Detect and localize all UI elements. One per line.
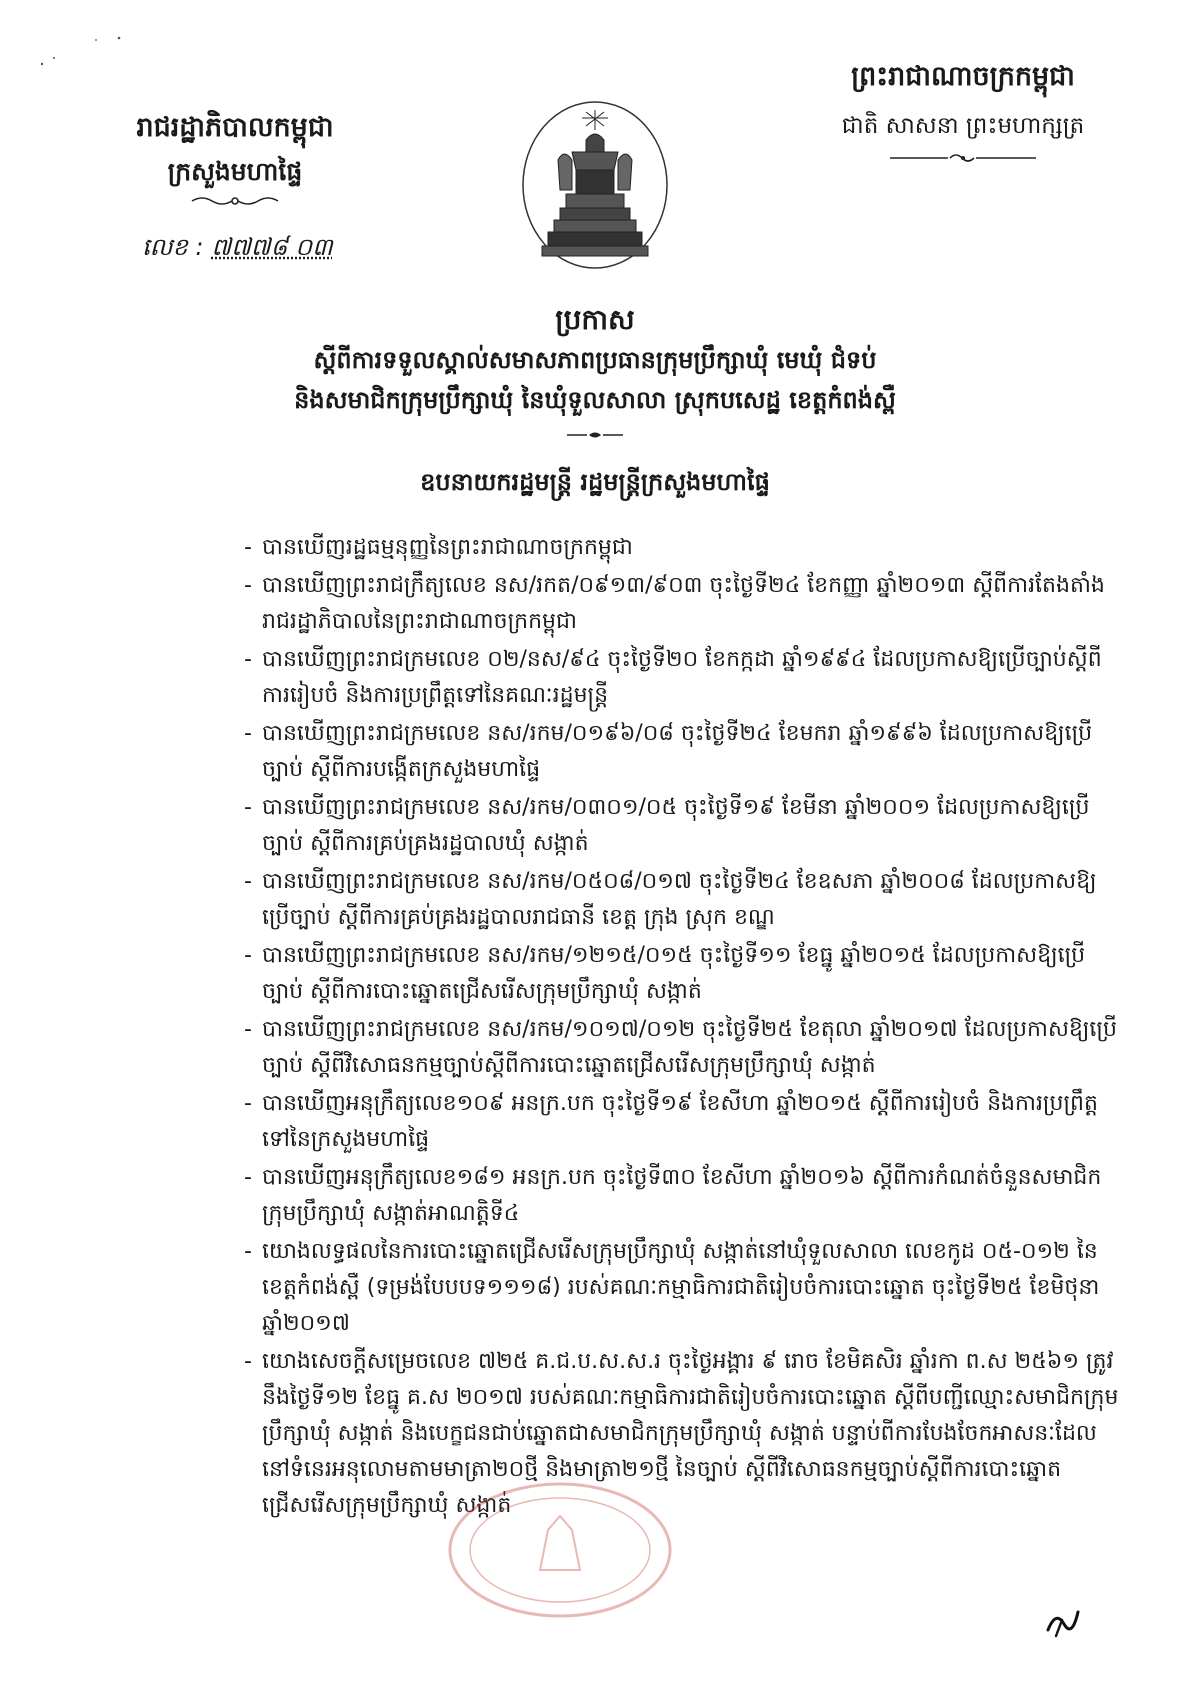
reference-list bbox=[244, 530, 1124, 1526]
list-item: - យោងលទ្ធផលនៃការបោះឆ្នោតជ្រើសរើសក្រុមប្រឹក្សាឃុំ សង្កាត់នៅឃុំទួលសាលា លេខកូដ ០៥-០១២ នៃខេត្តកំពង់ស្ពឺ (ទម្រង់បែបបទ១១១៨) របស់គណៈកម្មាធិការជាតិរៀបចំការបោះឆ្នោត ចុះថ្ងៃទី២៥ ខែមិថុនា ឆ្នាំ២០១៧ bbox=[244, 1239, 1100, 1336]
reference-text: បានឃើញព្រះរាជក្រមលេខ នស/រកម/០៣០១/០៥ ចុះថ្ងៃទី១៩ ខែមីនា ឆ្នាំ២០០១ ដែលប្រកាសឱ្យប្រើច្បាប់ ស្តីពីការគ្រប់គ្រងរដ្ឋបាលឃុំ សង្កាត់ bbox=[262, 795, 1090, 856]
list-item: - បានឃើញអនុក្រឹត្យលេខ១៨១ អនក្រ.បក ចុះថ្ងៃទី៣០ ខែសីហា ឆ្នាំ២០១៦ ស្តីពីការកំណត់ចំនួនសមាជិកក្រុមប្រឹក្សាឃុំ សង្កាត់អាណត្តិទី៤ bbox=[244, 1165, 1102, 1226]
document-type: ប្រកាស bbox=[555, 303, 635, 336]
reference-text: បានឃើញព្រះរាជក្រមលេខ ០២/នស/៩៤ ចុះថ្ងៃទី២០ ខែកក្កដា ឆ្នាំ១៩៩៤ ដែលប្រកាសឱ្យប្រើច្បាប់ស្តីពីការរៀបចំ និងការប្រព្រឹត្តទៅនៃគណៈរដ្ឋមន្ត្រី bbox=[262, 647, 1102, 708]
ornament-divider-icon bbox=[565, 430, 625, 440]
list-item: - បានឃើញព្រះរាជក្រឹត្យលេខ នស/រកត/០៩១៣/៩០៣ ចុះថ្ងៃទី២៤ ខែកញ្ញា ឆ្នាំ២០១៣ ស្តីពីការតែងតាំងរាជរដ្ឋាភិបាលនៃព្រះរាជាណាចក្រកម្ពុជា bbox=[244, 573, 1105, 634]
list-item: - បានឃើញព្រះរាជក្រមលេខ នស/រកម/១០១៧/០១២ ចុះថ្ងៃទី២៥ ខែតុលា ឆ្នាំ២០១៧ ដែលប្រកាសឱ្យប្រើច្បាប់ ស្តីពីវិសោធនកម្មច្បាប់ស្តីពីការបោះឆ្នោតជ្រើសរើសក្រុមប្រឹក្សាឃុំ សង្កាត់ bbox=[244, 1017, 1117, 1078]
kingdom-name: ព្រះរាជាណាចក្រកម្ពុជា bbox=[851, 61, 1075, 92]
reference-text: បានឃើញរដ្ឋធម្មនុញ្ញនៃព្រះរាជាណាចក្រកម្ពុជា bbox=[262, 535, 633, 560]
header-right bbox=[808, 58, 1118, 164]
list-item: - បានឃើញអនុក្រឹត្យលេខ១០៩ អនក្រ.បក ចុះថ្ងៃទី១៩ ខែសីហា ឆ្នាំ២០១៥ ស្តីពីការរៀបចំ និងការប្រព្រឹត្តទៅនៃក្រសួងមហាផ្ទៃ bbox=[244, 1091, 1098, 1152]
scan-specks bbox=[34, 34, 144, 74]
subject-line-2: និងសមាជិកក្រុមប្រឹក្សាឃុំ នៃឃុំទួលសាលា ស្រុកបសេដ្ឋ ខេត្តកំពង់ស្ពឺ bbox=[294, 386, 896, 414]
list-item: - បានឃើញព្រះរាជក្រមលេខ ០២/នស/៩៤ ចុះថ្ងៃទី២០ ខែកក្កដា ឆ្នាំ១៩៩៤ ដែលប្រកាសឱ្យប្រើច្បាប់ស្តីពីការរៀបចំ និងការប្រព្រឹត្តទៅនៃគណៈរដ្ឋមន្ត្រី bbox=[244, 647, 1102, 708]
list-item: - យោងសេចក្តីសម្រេចលេខ ៧២៥ គ.ជ.ប.ស.ស.រ ចុះថ្ងៃអង្គារ ៩ រោច ខែមិគសិរ ឆ្នាំរកា ព.ស ២៥៦១ ត្រូវនឹងថ្ងៃទី១២ ខែធ្នូ គ.ស ២០១៧ របស់គណៈកម្មាធិការជាតិរៀបចំការបោះឆ្នោត ស្តីពីបញ្ជីឈ្មោះសមាជិកក្រុមប្រឹក្សាឃុំ សង្កាត់ និងបេក្ខជនជាប់ឆ្នោតជាសមាជិកក្រុមប្រឹក្សាឃុំ សង្កាត់ បន្ទាប់ពីការបែងចែកអាសនៈដែលនៅទំនេរអនុលោមតាមមាត្រា២០ថ្មី និងមាត្រា២១ថ្មី នៃច្បាប់ ស្តីពីវិសោធនកម្មច្បាប់ស្តីពីការបោះឆ្នោតជ្រើសរើសក្រុមប្រឹក្សាឃុំ សង្កាត់ bbox=[244, 1349, 1119, 1518]
reference-text: បានឃើញព្រះរាជក្រមលេខ នស/រកម/១២១៥/០១៥ ចុះថ្ងៃទី១១ ខែធ្នូ ឆ្នាំ២០១៥ ដែលប្រកាសឱ្យប្រើច្បាប់ ស្តីពីការបោះឆ្នោតជ្រើសរើសក្រុមប្រឹក្សាឃុំ សង្កាត់ bbox=[262, 943, 1086, 1004]
reference-text: បានឃើញអនុក្រឹត្យលេខ១៨១ អនក្រ.បក ចុះថ្ងៃទី៣០ ខែសីហា ឆ្នាំ២០១៦ ស្តីពីការកំណត់ចំនួនសមាជិកក្រុមប្រឹក្សាឃុំ សង្កាត់អាណត្តិទី៤ bbox=[262, 1165, 1102, 1226]
reference-text: បានឃើញអនុក្រឹត្យលេខ១០៩ អនក្រ.បក ចុះថ្ងៃទី១៩ ខែសីហា ឆ្នាំ២០១៥ ស្តីពីការរៀបចំ និងការប្រព្រឹត្តទៅនៃក្រសួងមហាផ្ទៃ bbox=[262, 1091, 1098, 1152]
reference-text: យោងសេចក្តីសម្រេចលេខ ៧២៥ គ.ជ.ប.ស.ស.រ ចុះថ្ងៃអង្គារ ៩ រោច ខែមិគសិរ ឆ្នាំរកា ព.ស ២៥៦១ ត្រូវនឹងថ្ងៃទី១២ ខែធ្នូ គ.ស ២០១៧ របស់គណៈកម្មាធិការជាតិរៀបចំការបោះឆ្នោត ស្តីពីបញ្ជីឈ្មោះសមាជិកក្រុមប្រឹក្សាឃុំ សង្កាត់ និងបេក្ខជនជាប់ឆ្នោតជាសមាជិកក្រុមប្រឹក្សាឃុំ សង្កាត់ បន្ទាប់ពីការបែងចែកអាសនៈដែលនៅទំនេរអនុលោមតាមមាត្រា២០ថ្មី និងមាត្រា២១ថ្មី នៃច្បាប់ ស្តីពីវិសោធនកម្មច្បាប់ស្តីពីការបោះឆ្នោតជ្រើសរើសក្រុមប្រឹក្សាឃុំ សង្កាត់ bbox=[262, 1349, 1119, 1518]
list-item: - បានឃើញព្រះរាជក្រមលេខ នស/រកម/១២១៥/០១៥ ចុះថ្ងៃទី១១ ខែធ្នូ ឆ្នាំ២០១៥ ដែលប្រកាសឱ្យប្រើច្បាប់ ស្តីពីការបោះឆ្នោតជ្រើសរើសក្រុមប្រឹក្សាឃុំ សង្កាត់ bbox=[244, 943, 1086, 1004]
list-item: - បានឃើញរដ្ឋធម្មនុញ្ញនៃព្រះរាជាណាចក្រកម្ពុជា bbox=[244, 535, 633, 560]
list-item: - បានឃើញព្រះរាជក្រមលេខ នស/រកម/០៣០១/០៥ ចុះថ្ងៃទី១៩ ខែមីនា ឆ្នាំ២០០១ ដែលប្រកាសឱ្យប្រើច្បាប់ ស្តីពីការគ្រប់គ្រងរដ្ឋបាលឃុំ សង្កាត់ bbox=[244, 795, 1090, 856]
reference-text: បានឃើញព្រះរាជក្រមលេខ នស/រកម/០៥០៨/០១៧ ចុះថ្ងៃទី២៤ ខែឧសភា ឆ្នាំ២០០៨ ដែលប្រកាសឱ្យប្រើច្បាប់ ស្តីពីការគ្រប់គ្រងរដ្ឋបាលរាជធានី ខេត្ត ក្រុង ស្រុក ខណ្ឌ bbox=[262, 869, 1097, 930]
reference-text: យោងលទ្ធផលនៃការបោះឆ្នោតជ្រើសរើសក្រុមប្រឹក្សាឃុំ សង្កាត់នៅឃុំទួលសាលា លេខកូដ ០៥-០១២ នៃខេត្តកំពង់ស្ពឺ (ទម្រង់បែបបទ១១១៨) របស់គណៈកម្មាធិការជាតិរៀបចំការបោះឆ្នោត ចុះថ្ងៃទី២៥ ខែមិថុនា ឆ្នាំ២០១៧ bbox=[262, 1239, 1100, 1336]
reference-text: បានឃើញព្រះរាជក្រមលេខ នស/រកម/០១៩៦/០៨ ចុះថ្ងៃទី២៤ ខែមករា ឆ្នាំ១៩៩៦ ដែលប្រកាសឱ្យប្រើច្បាប់ ស្តីពីការបង្កើតក្រសួងមហាផ្ទៃ bbox=[262, 721, 1093, 782]
reference-value: ៧៧៧៨ ០៣ bbox=[211, 233, 333, 261]
ornament-divider-icon bbox=[888, 152, 1038, 164]
official-seal-icon bbox=[440, 1480, 680, 1620]
reference-text: បានឃើញព្រះរាជក្រមលេខ នស/រកម/១០១៧/០១២ ចុះថ្ងៃទី២៥ ខែតុលា ឆ្នាំ២០១៧ ដែលប្រកាសឱ្យប្រើច្បាប់ ស្តីពីវិសោធនកម្មច្បាប់ស្តីពីការបោះឆ្នោតជ្រើសរើសក្រុមប្រឹក្សាឃុំ សង្កាត់ bbox=[262, 1017, 1117, 1078]
issuer-title: ឧបនាយករដ្ឋមន្ត្រី រដ្ឋមន្ត្រីក្រសួងមហាផ្ទៃ bbox=[420, 468, 770, 496]
header-left bbox=[110, 110, 360, 208]
title-block bbox=[140, 300, 1050, 502]
list-item: - បានឃើញព្រះរាជក្រមលេខ នស/រកម/០៥០៨/០១៧ ចុះថ្ងៃទី២៤ ខែឧសភា ឆ្នាំ២០០៨ ដែលប្រកាសឱ្យប្រើច្បាប់ ស្តីពីការគ្រប់គ្រងរដ្ឋបាលរាជធានី ខេត្ត ក្រុង ស្រុក ខណ្ឌ bbox=[244, 869, 1097, 930]
reference-text: បានឃើញព្រះរាជក្រឹត្យលេខ នស/រកត/០៩១៣/៩០៣ ចុះថ្ងៃទី២៤ ខែកញ្ញា ឆ្នាំ២០១៣ ស្តីពីការតែងតាំងរាជរដ្ឋាភិបាលនៃព្រះរាជាណាចក្រកម្ពុជា bbox=[262, 573, 1105, 634]
reference-label: លេខ : bbox=[142, 233, 204, 261]
reference-number bbox=[142, 230, 333, 264]
handwritten-mark bbox=[1042, 1600, 1082, 1640]
royal-emblem-icon bbox=[520, 100, 670, 270]
government-name: រាជរដ្ឋាភិបាលកម្ពុជា bbox=[136, 112, 334, 143]
subject-line-1: ស្តីពីការទទួលស្គាល់សមាសភាពប្រធានក្រុមប្រឹក្សាឃុំ មេឃុំ ជំទប់ bbox=[313, 346, 877, 374]
ministry-name: ក្រសួងមហាផ្ទៃ bbox=[167, 157, 303, 186]
list-item: - បានឃើញព្រះរាជក្រមលេខ នស/រកម/០១៩៦/០៨ ចុះថ្ងៃទី២៤ ខែមករា ឆ្នាំ១៩៩៦ ដែលប្រកាសឱ្យប្រើច្បាប់ ស្តីពីការបង្កើតក្រសួងមហាផ្ទៃ bbox=[244, 721, 1093, 782]
ornament-divider-icon bbox=[190, 194, 280, 208]
national-motto: ជាតិ សាសនា ព្រះមហាក្សត្រ bbox=[841, 113, 1085, 139]
